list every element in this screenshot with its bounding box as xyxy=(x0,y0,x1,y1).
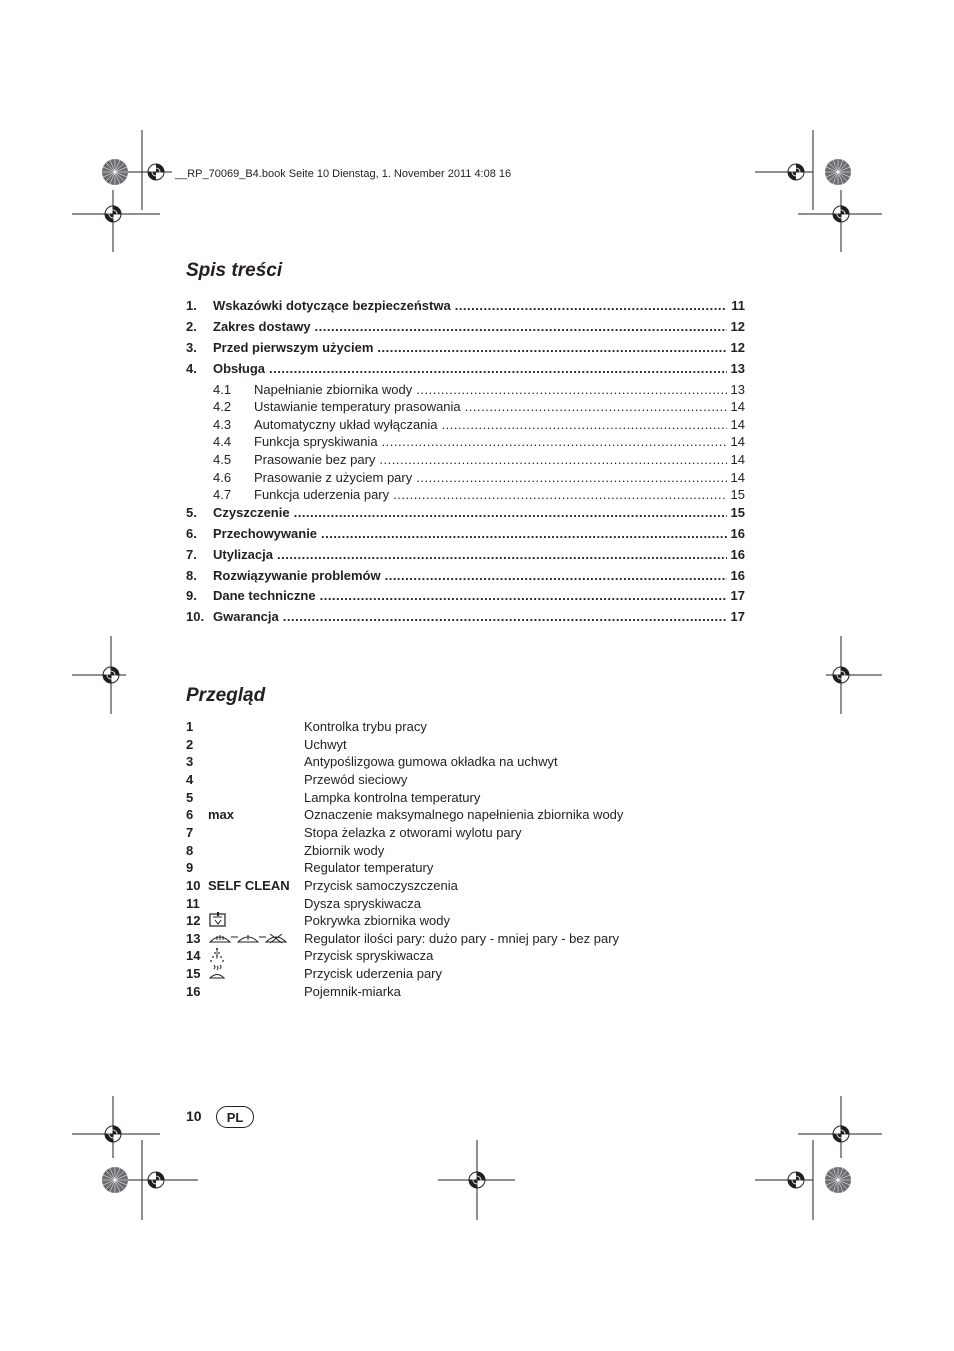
toc-dot-leader xyxy=(393,487,726,502)
toc-entry-number: 4.4 xyxy=(213,434,232,449)
overview-item-description: Oznaczenie maksymalnego napełnienia zbiornika wody xyxy=(304,807,624,822)
toc-entry-page: 15 xyxy=(730,487,745,502)
toc-entry-page: 16 xyxy=(730,526,745,541)
overview-item-number: 8 xyxy=(186,843,194,858)
toc-entry-title: Zakres dostawy xyxy=(213,319,311,334)
toc-entry-title: Obsługa xyxy=(213,361,266,376)
toc-entry xyxy=(186,565,745,583)
toc-entry-page: 15 xyxy=(730,505,745,520)
overview-item-number: 14 xyxy=(186,948,201,963)
toc-entry-number: 3. xyxy=(186,340,197,355)
toc-entry-title: Wskazówki dotyczące bezpieczeństwa xyxy=(213,298,451,313)
overview-item-description: Lampka kontrolna temperatury xyxy=(304,790,481,805)
toc-entry-title: Utylizacja xyxy=(213,547,273,562)
overview-item-description: Dysza spryskiwacza xyxy=(304,896,422,911)
toc-entry-title: Napełnianie zbiornika wody xyxy=(254,382,413,397)
toc-dot-leader xyxy=(416,470,726,485)
toc-entry xyxy=(186,484,745,502)
toc-entry-page: 14 xyxy=(730,417,745,432)
toc-dot-leader xyxy=(320,588,727,603)
language-badge: PL xyxy=(216,1106,254,1128)
overview-item-description: Przewód sieciowy xyxy=(304,772,408,787)
toc-entry-number: 4.2 xyxy=(213,399,232,414)
overview-item-number: 6 xyxy=(186,807,194,822)
overview-item-number: 15 xyxy=(186,966,201,981)
toc-entry xyxy=(186,467,745,485)
overview-item-number: 1 xyxy=(186,719,194,734)
toc-entry-page: 14 xyxy=(730,434,745,449)
toc-entry-page: 14 xyxy=(730,452,745,467)
toc-entry-title: Ustawianie temperatury prasowania xyxy=(254,399,461,414)
toc-dot-leader xyxy=(283,609,727,624)
overview-item-description: Pokrywka zbiornika wody xyxy=(304,913,450,928)
overview-item-description: Uchwyt xyxy=(304,737,347,752)
overview-item-number: 7 xyxy=(186,825,194,840)
toc-entry-page: 14 xyxy=(730,399,745,414)
overview-item-description: Regulator ilości pary: dużo pary - mniej pary - bez pary xyxy=(304,931,620,946)
toc-entry-title: Prasowanie z użyciem pary xyxy=(254,470,413,485)
toc-entry-number: 10. xyxy=(186,609,205,624)
toc-entry-title: Dane techniczne xyxy=(213,588,316,603)
overview-item-description: Regulator temperatury xyxy=(304,860,434,875)
toc-entry-title: Funkcja spryskiwania xyxy=(254,434,378,449)
toc-entry xyxy=(186,414,745,432)
toc-entry xyxy=(186,295,745,313)
toc-entry xyxy=(186,379,745,397)
toc-dot-leader xyxy=(385,568,727,583)
toc-dot-leader xyxy=(377,340,726,355)
toc-entry-number: 7. xyxy=(186,547,197,562)
toc-entry-number: 4.7 xyxy=(213,487,232,502)
toc-entry-page: 12 xyxy=(730,319,745,334)
toc-entry xyxy=(186,337,745,355)
overview-item-number: 10 xyxy=(186,878,201,893)
toc-entry xyxy=(186,502,745,520)
overview-item-description: Zbiornik wody xyxy=(304,843,385,858)
toc-dot-leader xyxy=(382,434,727,449)
overview-item-description: Przycisk uderzenia pary xyxy=(304,966,442,981)
toc-entry-number: 4.5 xyxy=(213,452,232,467)
toc-dot-leader xyxy=(465,399,727,414)
toc-entry-title: Przed pierwszym użyciem xyxy=(213,340,374,355)
overview-item-number: 3 xyxy=(186,754,194,769)
toc-dot-leader xyxy=(321,526,726,541)
toc-entry-page: 14 xyxy=(730,470,745,485)
overview-item-description: Antypoślizgowa gumowa okładka na uchwyt xyxy=(304,754,558,769)
toc-entry-number: 4.3 xyxy=(213,417,232,432)
toc-entry-number: 4.1 xyxy=(213,382,232,397)
toc-dot-leader xyxy=(269,361,727,376)
overview-item-number: 13 xyxy=(186,931,201,946)
toc-entry-page: 13 xyxy=(730,382,745,397)
overview-item-description: Kontrolka trybu pracy xyxy=(304,719,427,734)
toc-entry-title: Przechowywanie xyxy=(213,526,318,541)
toc-entry xyxy=(186,316,745,334)
toc-entry-page: 13 xyxy=(730,361,745,376)
print-header-line: __RP_70069_B4.book Seite 10 Dienstag, 1. November 2011 4:08 16 xyxy=(175,168,512,180)
toc-entry xyxy=(186,585,745,603)
toc-entry-title: Funkcja uderzenia pary xyxy=(254,487,390,502)
toc-entry xyxy=(186,358,745,376)
toc-dot-leader xyxy=(277,547,727,562)
overview-item-description: Stopa żelazka z otworami wylotu pary xyxy=(304,825,522,840)
toc-entry-title: Prasowanie bez pary xyxy=(254,452,376,467)
toc-entry xyxy=(186,606,745,624)
overview-item-symbol: SELF CLEAN xyxy=(208,878,290,893)
overview-item-number: 12 xyxy=(186,913,201,928)
toc-entry-number: 6. xyxy=(186,526,197,541)
toc-dot-leader xyxy=(379,452,726,467)
toc-entry-page: 17 xyxy=(730,588,745,603)
toc-entry-title: Rozwiązywanie problemów xyxy=(213,568,381,583)
toc-entry-page: 17 xyxy=(730,609,745,624)
toc-dot-leader xyxy=(442,417,727,432)
toc-entry xyxy=(186,396,745,414)
overview-item-symbol: max xyxy=(208,807,235,822)
toc-entry-page: 11 xyxy=(731,298,745,313)
toc-entry-number: 9. xyxy=(186,588,197,603)
spray-icon xyxy=(208,947,226,963)
steam-levels-icon xyxy=(208,930,288,946)
toc-entry xyxy=(186,431,745,449)
water-tank-lid-icon xyxy=(208,912,228,928)
toc-entry-number: 4. xyxy=(186,361,197,376)
toc-entry-number: 8. xyxy=(186,568,197,583)
toc-entry-number: 1. xyxy=(186,298,197,313)
toc-entry-number: 4.6 xyxy=(213,470,232,485)
overview-item-number: 9 xyxy=(186,860,194,875)
toc-entry xyxy=(186,449,745,467)
overview-item-number: 5 xyxy=(186,790,194,805)
toc-heading: Spis treści xyxy=(186,260,283,281)
toc-entry-title: Gwarancja xyxy=(213,609,279,624)
toc-entry xyxy=(186,544,745,562)
toc-entry-page: 16 xyxy=(730,568,745,583)
overview-item-number: 16 xyxy=(186,984,201,999)
overview-item-number: 4 xyxy=(186,772,194,787)
overview-item-description: Przycisk samoczyszczenia xyxy=(304,878,458,893)
overview-item-description: Pojemnik-miarka xyxy=(304,984,401,999)
toc-entry-title: Automatyczny układ wyłączania xyxy=(254,417,438,432)
toc-entry-number: 5. xyxy=(186,505,197,520)
toc-entry-page: 16 xyxy=(730,547,745,562)
steam-shot-icon xyxy=(208,965,226,981)
toc-entry-number: 2. xyxy=(186,319,197,334)
overview-item-number: 11 xyxy=(186,896,200,911)
toc-dot-leader xyxy=(294,505,727,520)
toc-dot-leader xyxy=(416,382,726,397)
overview-heading: Przegląd xyxy=(186,685,266,706)
toc-entry xyxy=(186,523,745,541)
page-number: 10 xyxy=(186,1108,202,1124)
toc-entry-title: Czyszczenie xyxy=(213,505,290,520)
overview-item-description: Przycisk spryskiwacza xyxy=(304,948,434,963)
toc-dot-leader xyxy=(455,298,728,313)
toc-dot-leader xyxy=(315,319,727,334)
toc-entry-page: 12 xyxy=(730,340,745,355)
overview-item-number: 2 xyxy=(186,737,194,752)
